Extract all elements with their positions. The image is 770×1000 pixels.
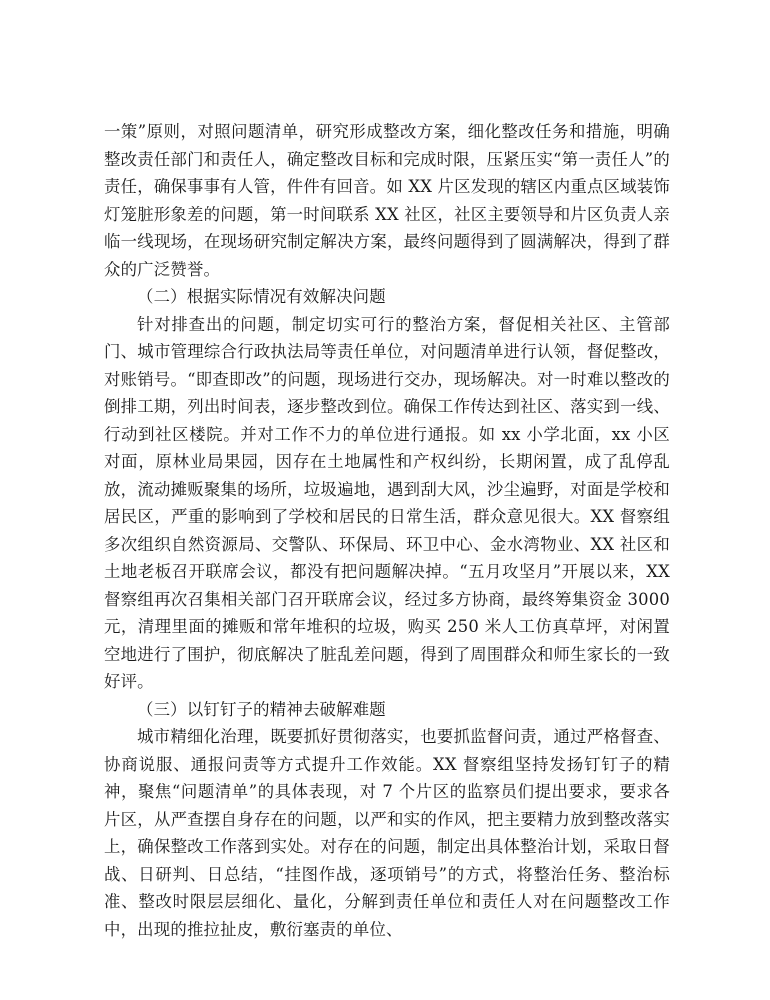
paragraph-problem-solving: 针对排查出的问题，制定切实可行的整治方案，督促相关社区、主管部门、城市管理综合行政执法局等责任单位，对问题清单进行认领，督促整改，对账销号。“即查即改”的问题，现场进行交办，现场解决。对一时难以整改的倒排工期，列出时间表，逐步整改到位。确保工作传达到社区、落实到一线、行动到社区楼院。并对工作不力的单位进行通报。如 xx 小学北面，xx 小区对面，原林业局果园，因存在土地属性和产权纠纷，长期闲置，成了乱停乱放，流动摊贩聚集的场所，垃圾遍地，遇到刮大风，沙尘遍野，对面是学校和居民区，严重的影响到了学校和居民的日常生活，群众意见很大。XX 督察组多次组织自然资源局、交警队、环保局、环卫中心、金水湾物业、XX 社区和土地老板召开联席会议，都没有把问题解决掉。“五月攻坚月”开展以来，XX 督察组再次召集相关部门召开联席会议，经过多方协商，最终筹集资金 3000 元，清理里面的摊贩和常年堆积的垃圾，购买 250 米人工仿真草坪，对闲置空地进行了围护，彻底解决了脏乱差问题，得到了周围群众和师生家长的一致好评。 (104, 314, 670, 691)
paragraph-principle-continuation: 一策”原则，对照问题清单，研究形成整改方案，细化整改任务和措施，明确整改责任部门和责任人，确定整改目标和完成时限，压紧压实“第一责任人”的责任，确保事事有人管，件件有回音。如 XX 片区发现的辖区内重点区域装饰灯笼脏形象差的问题，第一时间联系 XX 社区，社区主要领导和片区负责人亲临一线现场，在现场研究制定解决方案，最终问题得到了圆满解决，得到了群众的广泛赞誉。 (104, 122, 670, 279)
document-body (104, 118, 670, 943)
paragraph-nail-spirit: 城市精细化治理，既要抓好贯彻落实，也要抓监督问责，通过严格督查、协商说服、通报问责等方式提升工作效能。XX 督察组坚持发扬钉钉子的精神，聚焦“问题清单”的具体表现，对 7 个片区的监察员们提出要求，要求各片区，从严查摆自身存在的问题，以严和实的作风，把主要精力放到整改落实上，确保整改工作落到实处。对存在的问题，制定出具体整治计划，采取日督战、日研判、日总结，“挂图作战，逐项销号”的方式，将整治任务、整治标准、整改时限层层细化、量化，分解到责任单位和责任人对在问题整改工作中，出现的推拉扯皮，敷衍塞责的单位、 (104, 727, 670, 939)
section-heading-3: （三）以钉钉子的精神去破解难题 (137, 699, 386, 719)
section-heading-2: （二）根据实际情况有效解决问题 (137, 287, 386, 306)
